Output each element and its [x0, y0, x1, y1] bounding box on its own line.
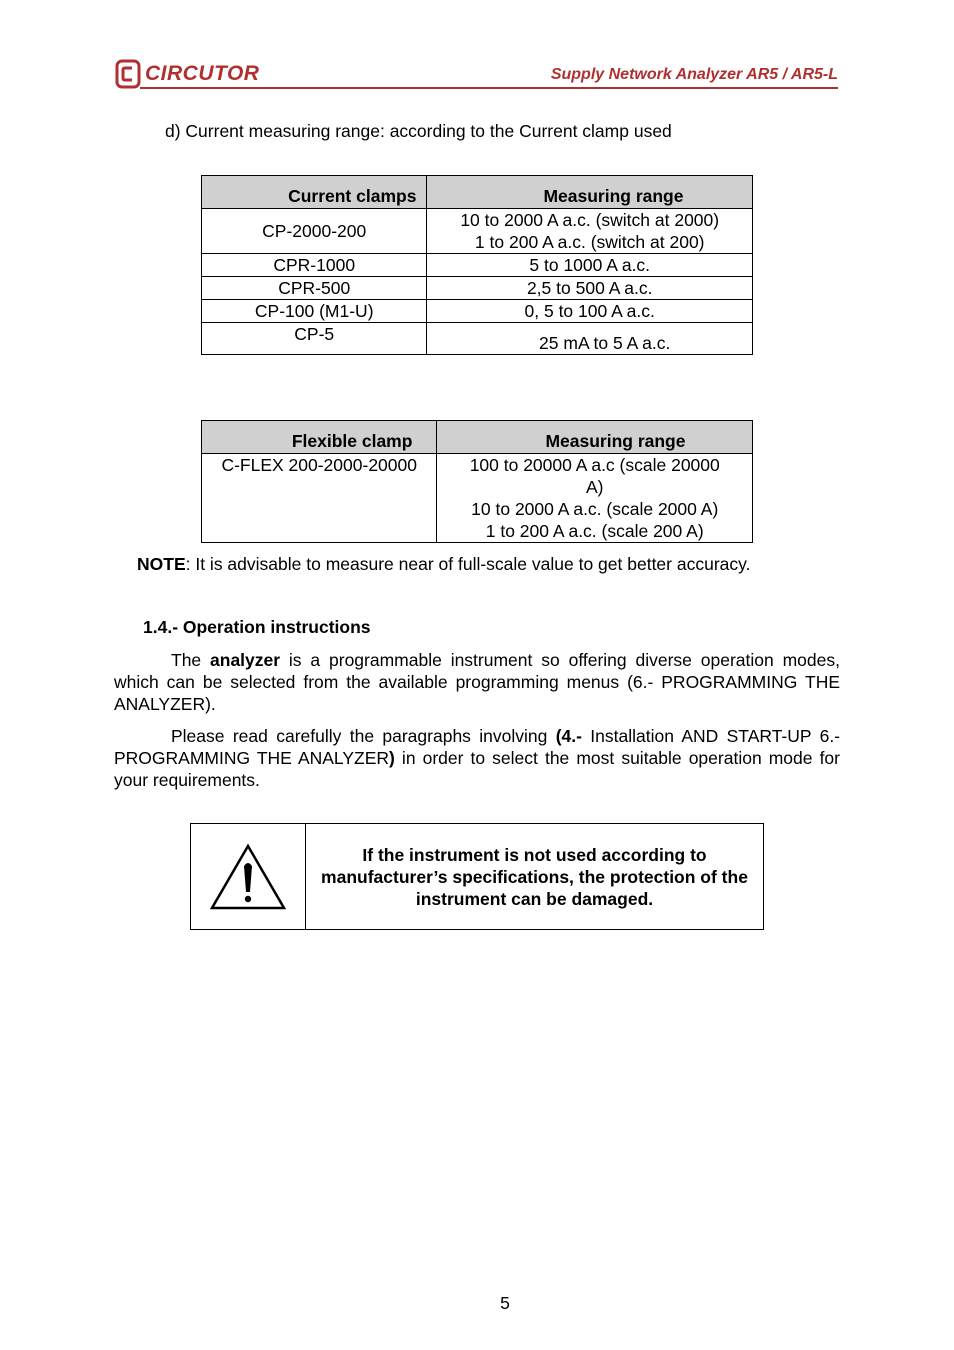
- intro-line: d) Current measuring range: according to the Current clamp used: [165, 121, 672, 141]
- paragraph-2: Please read carefully the paragraphs involving (4.- Installation AND START-UP 6.- PROGRAMMING THE ANALYZER) in order to select the most suitable operation mode for your requirements.: [114, 726, 841, 790]
- table-header-row: [202, 421, 753, 454]
- column-header: Flexible clamp: [202, 421, 437, 454]
- circutor-logo: [115, 58, 259, 90]
- page-number: 5: [500, 1293, 510, 1313]
- note-label: NOTE: [137, 554, 186, 574]
- header-rule: [140, 87, 838, 89]
- column-header: Measuring range: [437, 421, 753, 454]
- clamp-cell: CP-5: [202, 323, 427, 355]
- note: [137, 554, 750, 575]
- table-row: [202, 300, 753, 323]
- paragraph-1: The analyzer is a programmable instrument so offering diverse operation modes, which can be selected from the available programming menus (6.- PROGRAMMING THE ANALYZER).: [114, 650, 840, 714]
- column-header: Current clamps: [202, 176, 427, 209]
- range-cell: 10 to 2000 A a.c. (switch at 2000) 1 to 200 A a.c. (switch at 200): [427, 209, 753, 254]
- table-row: [202, 323, 753, 355]
- range-cell: 5 to 1000 A a.c.: [427, 254, 753, 277]
- table-row: [202, 254, 753, 277]
- section-heading: 1.4.- Operation instructions: [143, 617, 371, 637]
- note-text: : It is advisable to measure near of full-scale value to get better accuracy.: [185, 554, 751, 574]
- logo-text: CIRCUTOR: [145, 62, 260, 85]
- column-header: Measuring range: [427, 176, 753, 209]
- range-cell: 2,5 to 500 A a.c.: [427, 277, 753, 300]
- circutor-logo-icon: [115, 59, 141, 89]
- warning-icon-cell: [191, 824, 306, 929]
- range-cell: 0, 5 to 100 A a.c.: [427, 300, 753, 323]
- warning-text: If the instrument is not used according to manufacturer’s specifications, the protection of the instrument can be damaged.: [321, 844, 748, 909]
- table-row: [202, 209, 753, 254]
- flexible-clamp-table: [201, 420, 753, 543]
- clamp-cell: C-FLEX 200-2000-20000: [202, 454, 437, 543]
- current-clamps-table: [201, 175, 753, 355]
- range-cell: 25 mA to 5 A a.c.: [427, 323, 753, 355]
- table-row: [202, 454, 753, 543]
- clamp-cell: CPR-500: [202, 277, 427, 300]
- warning-triangle-icon: [208, 842, 288, 912]
- warning-box: [190, 823, 764, 930]
- document-title: Supply Network Analyzer AR5 / AR5-L: [550, 66, 838, 83]
- range-cell: 100 to 20000 A a.c (scale 20000 A) 10 to 2000 A a.c. (scale 2000 A) 1 to 200 A a.c. (scale 200 A): [437, 454, 753, 543]
- table-header-row: [202, 176, 753, 209]
- clamp-cell: CP-100 (M1-U): [202, 300, 427, 323]
- clamp-cell: CPR-1000: [202, 254, 427, 277]
- table-row: [202, 277, 753, 300]
- clamp-cell: CP-2000-200: [202, 209, 427, 254]
